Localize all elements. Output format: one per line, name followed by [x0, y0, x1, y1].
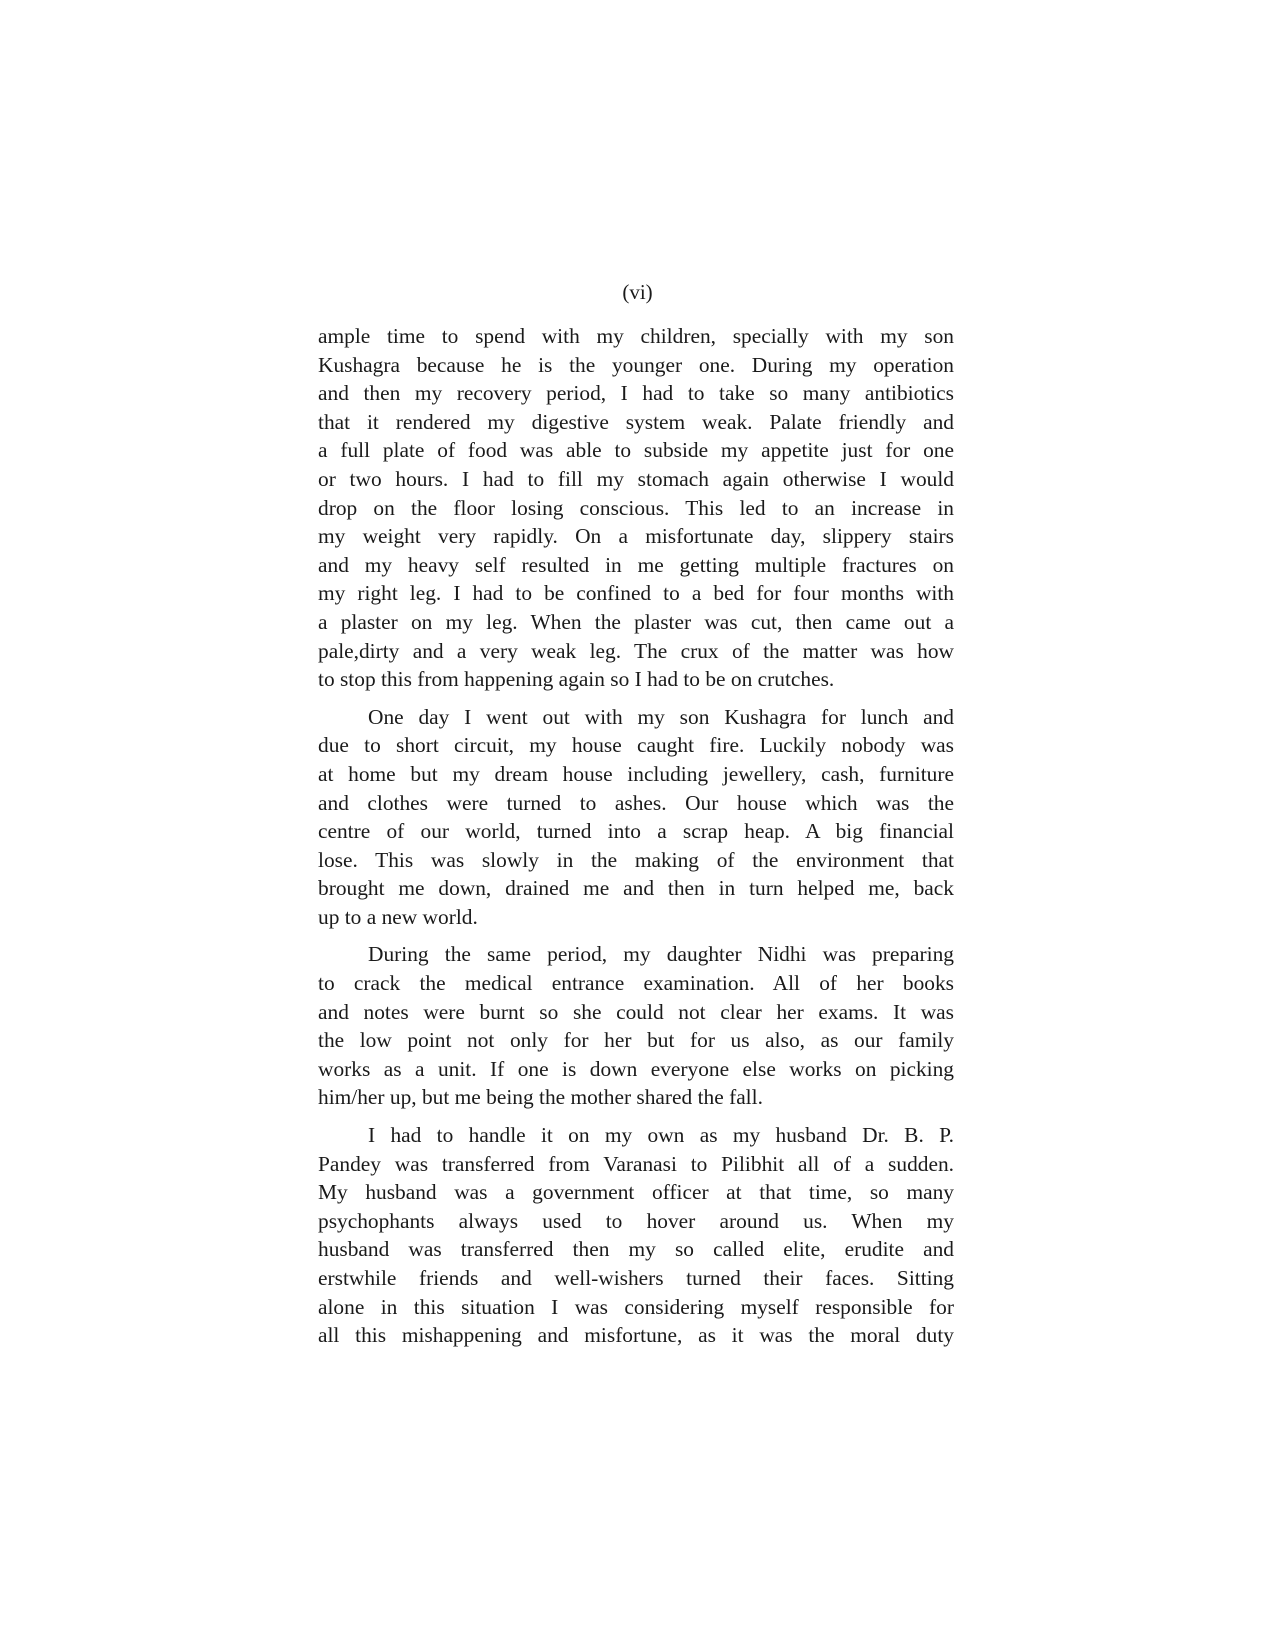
text-line: drop on the floor losing conscious. This led to an increase in: [318, 495, 954, 520]
text-line: erstwhile friends and well-wishers turned their faces. Sitting: [318, 1266, 954, 1290]
page-number: (vi): [622, 280, 653, 304]
text-line: that it rendered my digestive system weak. Palate friendly and: [318, 409, 954, 434]
text-line: to crack the medical entrance examination. All of her books: [318, 971, 954, 996]
text-line: During the same period, my daughter Nidhi was preparing: [368, 942, 954, 967]
paragraph: [318, 703, 954, 932]
paragraph: [318, 322, 954, 694]
text-line: a full plate of food was able to subside my appetite just for one: [318, 438, 954, 463]
text-line: a plaster on my leg. When the plaster was cut, then came out a: [318, 609, 954, 634]
text-line: brought me down, drained me and then in turn helped me, back: [318, 876, 954, 901]
text-line: due to short circuit, my house caught fire. Luckily nobody was: [318, 733, 954, 758]
text-line: One day I went out with my son Kushagra for lunch and: [368, 704, 954, 729]
text-line: alone in this situation I was considering myself responsible for: [318, 1294, 954, 1319]
text-line: centre of our world, turned into a scrap heap. A big financial: [318, 819, 954, 844]
text-line: and notes were burnt so she could not clear her exams. It was: [318, 999, 954, 1024]
text-line: my weight very rapidly. On a misfortunate day, slippery stairs: [318, 524, 954, 549]
text-line: or two hours. I had to fill my stomach again otherwise I would: [318, 466, 954, 491]
paragraph: [318, 1121, 954, 1350]
paragraph: [318, 940, 954, 1112]
text-line: works as a unit. If one is down everyone else works on picking: [318, 1056, 954, 1081]
text-line: and my heavy self resulted in me getting multiple fractures on: [318, 552, 954, 577]
text-line: ample time to spend with my children, specially with my son: [318, 324, 954, 348]
text-line: lose. This was slowly in the making of the environment that: [318, 847, 954, 872]
text-line: Pandey was transferred from Varanasi to Pilibhit all of a sudden.: [318, 1151, 954, 1176]
text-line: Kushagra because he is the younger one. During my operation: [318, 352, 954, 377]
text-line: at home but my dream house including jewellery, cash, furniture: [318, 761, 954, 786]
text-line: him/her up, but me being the mother shared the fall.: [318, 1085, 763, 1110]
text-line: my right leg. I had to be confined to a bed for four months with: [318, 581, 954, 606]
text-line: and then my recovery period, I had to take so many antibiotics: [318, 381, 954, 406]
text-line: to stop this from happening again so I had to be on crutches.: [318, 667, 835, 692]
text-line: the low point not only for her but for us also, as our family: [318, 1028, 954, 1053]
text-line: all this mishappening and misfortune, as it was the moral duty: [318, 1323, 954, 1348]
text-line: pale,dirty and a very weak leg. The crux of the matter was how: [318, 638, 954, 663]
text-line: I had to handle it on my own as my husband Dr. B. P.: [368, 1123, 954, 1148]
text-line: My husband was a government officer at that time, so many: [318, 1180, 954, 1205]
body-text: [318, 322, 954, 1359]
text-line: psychophants always used to hover around us. When my: [318, 1208, 954, 1233]
text-line: up to a new world.: [318, 904, 478, 929]
text-line: husband was transferred then my so called elite, erudite and: [318, 1237, 954, 1262]
text-line: and clothes were turned to ashes. Our house which was the: [318, 790, 954, 815]
